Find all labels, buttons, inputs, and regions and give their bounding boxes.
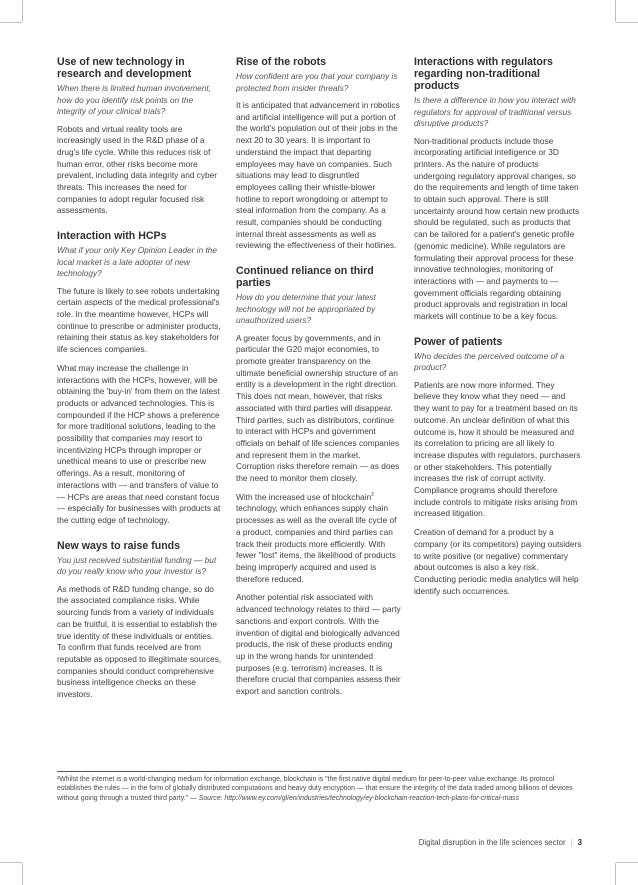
heading-interaction-hcps: Interaction with HCPs (57, 230, 167, 243)
paragraph-non-traditional: Non-traditional products include those incorporating artificial intelligence or 3D printers. As the nature of products undergoing regulatory approval changes, so do the requirements and length of time taken to obtain such approval. There is still uncertainty around how certain new products should be regulated, such as products that can be tailored for a patient's genetic profile (genomic medicine). While regulators are formulating their approval process for these innovative technologies, monitoring of interactions with — and payments to — government officials regarding obtaining product approvals and registration in local markets will continue to be a key focus. (414, 135, 580, 322)
question-perceived-outcome: Who decides the perceived outcome of a product? (414, 350, 565, 373)
column-middle (236, 56, 401, 705)
heading-third-parties: Continued reliance on third parties (236, 265, 374, 290)
paragraph-sanctions: Another potential risk associated with advanced technology relates to third — party sanctions and export controls. With the invention of digital and biologically advanced products, the risk of these products ending up in the wrong hands for unintended purposes (e.g. terrorism) increases. It is therefore crucial that companies assess their export and sanction controls. (236, 592, 401, 697)
heading-new-technology-rd: Use of new technology in research and development (57, 56, 192, 80)
footer-separator: | (570, 838, 573, 847)
page-footer (419, 838, 582, 847)
footnote-text: ²Whilst the internet is a world-changing medium for information exchange, blockchain is "the first native digital medium for peer-to-peer value exchange. Its protocol establishes the rules — in the form of globally distributed computations and heavy duty encryption — that ensure the integrity of the data traded among billions of devices without going through a trusted third party." — (57, 776, 573, 802)
crop-mark (616, 22, 638, 23)
column-left (57, 56, 222, 708)
paragraph-patients-informed: Patients are now more informed. They believe they know what they need — and they want to pay for a treatment based on its outcome. An unclear definition of what this outcome is, how it should be measured and its correlation to pricing are all likely to increase disputes with regulators, purchasers or other stakeholders. This potentially increases the risk of corrupt activity. Compliance programs should therefore include controls to mitigate risks arising from increased litigation. (414, 379, 581, 519)
crop-mark (615, 863, 616, 885)
question-clinical-trials: When there is limited human involvement, how do you identify risk points on the integrity of your clinical trials? (57, 83, 212, 116)
question-regulators: Is there a difference in how you interact with regulators for approval of traditional versus disruptive products? (414, 95, 576, 128)
crop-mark (22, 863, 23, 885)
paragraph-funding-risks: As methods of R&D funding change, so do the associated compliance risks. While sourcing funds from a variety of individuals can be fruitful, it is essential to establish the true identity of these individuals or entities. To confirm that funds received are from reputable as opposed to illegitimate sources, companies should conduct comprehensive business intelligence checks on these investors. (57, 583, 222, 700)
paragraph-hcp-challenge: What may increase the challenge in interactions with the HCPs, however, will be obtaining the 'buy-in' from them on the latest products or advanced technologies. This is compounded if the HCP shows a preference for more traditional solutions, leading to the possibility that companies may resort to incentivizing HCPs through improper or unethical means to use or prescribe new offerings. As a result, monitoring of interactions with — and transfers of value to — HCPs are areas that need constant focus — especially for businesses with products at the cutting edge of technology. (57, 362, 221, 525)
paragraph-robotics-ai: It is anticipated that advancement in robotics and artificial intelligence will put a portion of the world's population out of their jobs in the next 20 to 30 years. It is important to understand the impact that departing employees may have on companies. Such situations may lead to disgruntled employees calling their whistle-blower hotline to report wrongdoing or attempt to steal information from the company. As a result, companies should be conducting internal threat assessments as well as reviewing the effectiveness of their hotlines. (236, 100, 400, 251)
paragraph-robots-vr: Robots and virtual reality tools are increasingly used in the R&D phase of a drug's life cycle. While this reduces risk of human error, other risks become more prevalent, including data integrity and cyber threats. This increases the need for companies to adopt regular focused risk assessments. (57, 123, 218, 216)
crop-mark (0, 22, 22, 23)
crop-mark (615, 0, 616, 22)
footnote-divider (57, 771, 402, 772)
question-unauthorized-users: How do you determine that your latest technology will not be appropriated by unauthorized users? (236, 292, 376, 326)
paragraph-g20-transparency: A greater focus by governments, and in particular the G20 major economies, to promote greater transparency on the ultimate beneficial ownership structure of an entity is a development in the right direction. This does not mean, however, that risks associated with third parties will disappear. Third parties, such as distributors, continue to interact with HCPs and government officials on behalf of life sciences companies and represent them in the market. Corruption risks therefore remain — as does the need to monitor them closely. (236, 332, 400, 484)
blockchain-text-a: With the increased use of blockchain (236, 491, 372, 502)
footnote (57, 775, 585, 803)
column-right (414, 56, 582, 604)
heading-regulators: Interactions with regulators regarding non-traditional products (414, 56, 553, 92)
paragraph-robots-role: The future is likely to see robots undertaking certain aspects of the medical professional's role. In the meantime however, HCPs will continue to prescribe or administer products, retaining their status as key stakeholders for life sciences companies. (57, 285, 221, 355)
blockchain-text-b: technology, which enhances supply chain processes as well as the overall life cycle of a product, companies and third parties can track their products more efficiently. With fewer "lost" items, the likelihood of products being improperly acquired and used is therefore reduced. (236, 503, 397, 584)
question-key-opinion-leader: What if your only Key Opinion Leader in the local market is a late adopter of new technology? (57, 245, 218, 279)
page-number: 3 (577, 838, 582, 847)
question-investor: You just received substantial funding — but do you really know who your investor is? (57, 554, 217, 577)
footer-title: Digital disruption in the life sciences sector (418, 838, 566, 847)
heading-rise-of-robots: Rise of the robots (236, 56, 327, 68)
crop-mark (616, 862, 638, 863)
question-insider-threats: How confident are you that your company is protected from insider threats? (236, 71, 398, 93)
crop-mark (22, 0, 23, 22)
footnote-source: Source: http://www.ey.com/gl/en/industries/technology/ey-blockchain-reaction-tech-plans-for-critical-mass (198, 794, 520, 802)
heading-power-of-patients: Power of patients (414, 335, 503, 348)
footnote-ref: 2 (371, 492, 374, 499)
paragraph-blockchain (236, 492, 401, 586)
crop-mark (0, 862, 22, 863)
heading-raise-funds: New ways to raise funds (57, 539, 181, 552)
paragraph-demand-creation: Creation of demand for a product by a company (or its competitors) paying outsiders to write positive (or negative) commentary about outcomes is also a key risk. Conducting periodic media analytics will help identify such occurrences. (414, 527, 582, 596)
